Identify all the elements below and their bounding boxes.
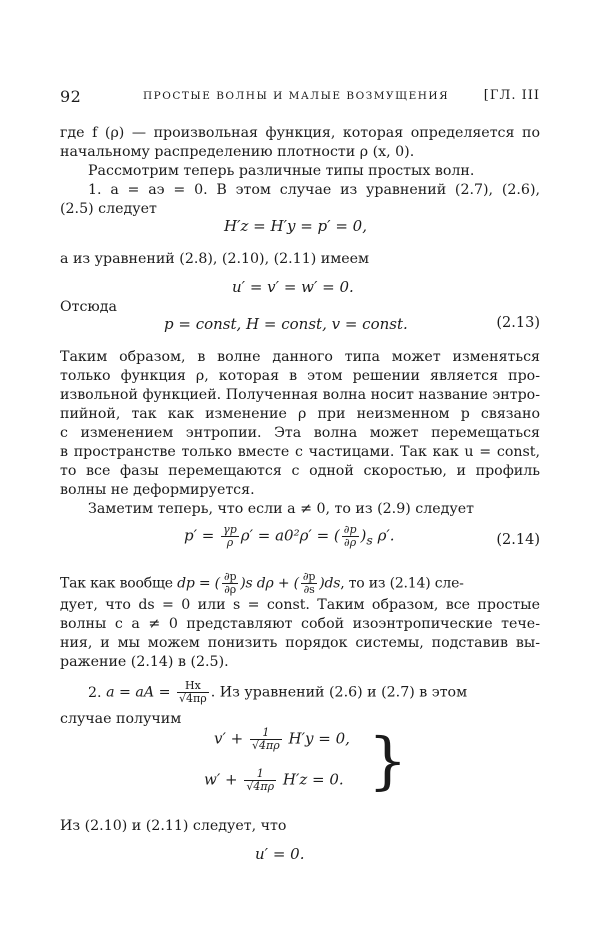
text-line: [60, 680, 540, 705]
text-line: только функция ρ, которая в этом решении является про-: [60, 368, 540, 384]
formula-part: dp = (: [177, 575, 220, 592]
formula-part: )s dρ + (: [240, 575, 299, 592]
text-segment: , то из (2.14) сле-: [340, 575, 464, 592]
fraction-denominator: ∂ρ: [224, 583, 236, 596]
text-line: случае получим: [60, 711, 182, 727]
running-header: [60, 87, 540, 109]
fraction-numerator: ∂p: [223, 570, 237, 583]
text-line: ражение (2.14) в (2.5).: [60, 654, 229, 670]
eq-part: p′ =: [184, 526, 220, 545]
fraction-numerator: ∂p: [302, 570, 316, 583]
text-line: волны с a ≠ 0 представляют собой изоэнтропические тече-: [60, 616, 540, 632]
brace: }: [368, 724, 408, 797]
fraction-denominator: √4πρ: [246, 780, 275, 793]
fraction-numerator: γp: [223, 523, 237, 536]
text-line: начальному распределению плотности ρ (x, 0).: [60, 144, 415, 160]
fraction-numerator: ∂p: [343, 523, 357, 536]
running-title: ПРОСТЫЕ ВОЛНЫ И МАЛЫЕ ВОЗМУЩЕНИЯ: [143, 90, 450, 102]
chapter-label: [ГЛ. III: [483, 88, 540, 103]
fraction-numerator: 1: [244, 768, 276, 781]
item-number: 2.: [88, 684, 102, 701]
formula-part: )ds: [319, 575, 341, 592]
text-line: 1. a = aэ = 0. В этом случае из уравнений (2.7), (2.6),: [88, 182, 540, 198]
text-line: извольной функцией. Полученная волна носит название энтро-: [60, 387, 540, 403]
eq-part: v′ +: [214, 729, 244, 748]
fraction: [250, 727, 282, 752]
text-line: дует, что ds = 0 или s = const. Таким образом, все простые: [60, 597, 540, 613]
fraction: [244, 768, 276, 793]
text-line: Рассмотрим теперь различные типы простых волн.: [88, 163, 475, 179]
equation-2-14: p′ = $\frac{\gamma p}{\rho}$ ρ′ = a0²ρ′ = ( $\frac{\partial p}{\partial\rho}$ )$_s$ ρ′. (2.14): [184, 523, 540, 549]
equation-2-13: [164, 315, 540, 333]
equation-2-13-body: p = const, H = const, v = const.: [164, 315, 408, 333]
fraction: [221, 524, 239, 549]
system-line-1: [214, 727, 350, 752]
equation-last: u′ = 0.: [255, 845, 305, 863]
page-number: 92: [60, 87, 82, 106]
text-line: Таким образом, в волне данного типа может изменяться: [60, 349, 540, 365]
text-line: с изменением энтропии. Эта волна может перемещаться: [60, 425, 540, 441]
eq-part: H′z = 0.: [282, 770, 344, 789]
fraction: [342, 524, 359, 549]
text-line: [60, 571, 540, 596]
text-line: а из уравнений (2.8), (2.10), (2.11) имеем: [60, 251, 370, 267]
fraction-denominator: ∂ρ: [344, 536, 357, 549]
fraction-denominator: ∂s: [303, 583, 315, 596]
text-segment: Так как вообще: [60, 575, 173, 592]
eq-part: H′y = 0,: [288, 729, 350, 748]
equation-number: (2.13): [496, 315, 540, 331]
text-line: в пространстве только вместе с частицами. Так как u = const,: [60, 444, 540, 460]
text-line: то все фазы перемещаются с одной скоростью, и профиль: [60, 463, 540, 479]
text-line: (2.5) следует: [60, 201, 157, 217]
fraction-numerator: Hx: [177, 680, 209, 693]
fraction-numerator: 1: [250, 727, 282, 740]
fraction-denominator: √4πρ: [179, 692, 207, 705]
fraction-denominator: ρ: [226, 536, 234, 549]
eq-part: ρ′ = a0²ρ′ =: [240, 526, 330, 545]
fraction: [301, 571, 317, 596]
equation-u: u′ = v′ = w′ = 0.: [232, 278, 354, 296]
text-line: Заметим теперь, что если a ≠ 0, то из (2.9) следует: [88, 501, 474, 517]
eq-part: w′ +: [204, 770, 238, 789]
text-line: ния, и мы можем понизить порядок системы, подставив вы-: [60, 635, 540, 651]
text-line: Из (2.10) и (2.11) следует, что: [60, 818, 287, 834]
fraction-denominator: √4πρ: [252, 739, 280, 752]
text-line: волны не деформируется.: [60, 482, 255, 498]
text-line: где f (ρ) — произвольная функция, которая определяется по: [60, 125, 540, 141]
text-segment: . Из уравнений (2.6) и (2.7) в этом: [210, 684, 468, 701]
eq-part: ρ′.: [377, 526, 395, 545]
formula-part: a = aA =: [106, 684, 171, 701]
system-line-2: [204, 768, 344, 793]
text-line: Отсюда: [60, 299, 117, 315]
fraction: [177, 680, 209, 705]
fraction: [222, 571, 238, 596]
equation-number: (2.14): [496, 532, 540, 548]
text-line: пийной, так как изменение ρ при неизменном p связано: [60, 406, 540, 422]
equation-h: H′z = H′y = p′ = 0,: [224, 217, 367, 235]
